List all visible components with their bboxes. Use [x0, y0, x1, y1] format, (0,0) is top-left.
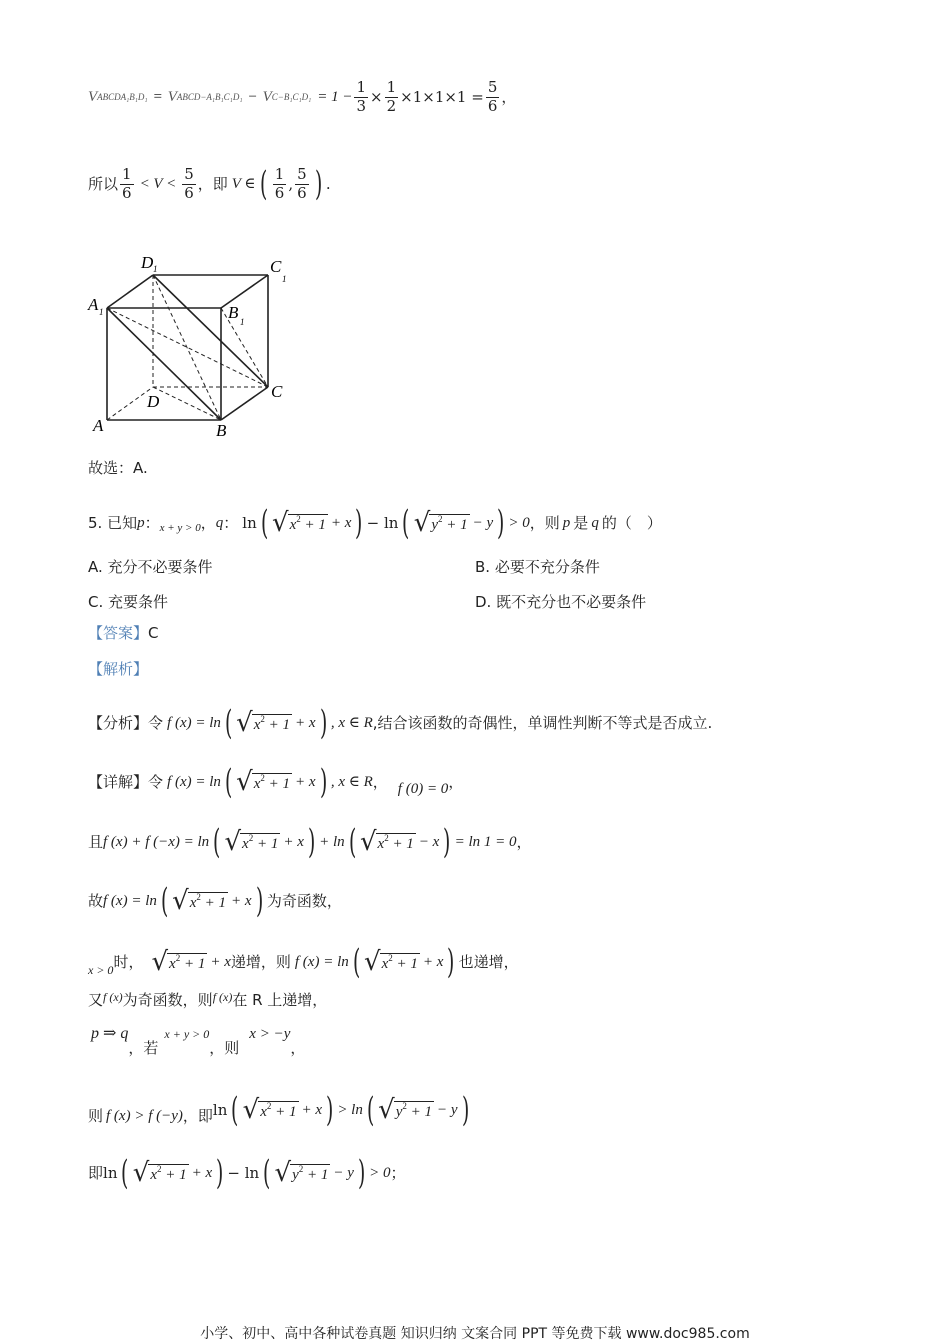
- radical: √: [236, 708, 253, 738]
- sqrt-x: $x^2 + 1$: [260, 1100, 297, 1120]
- sqrt-x: $x^2 + 1$: [289, 513, 326, 533]
- v-symbol-b: V: [167, 88, 177, 105]
- minus-sign: −: [247, 88, 258, 105]
- also-fx: f (x): [103, 989, 123, 1004]
- sqrt-y: $y^2 + 1$: [395, 1100, 432, 1120]
- detail-text-2: , x ∈ R: [330, 773, 373, 790]
- then-expr: [212, 1090, 473, 1130]
- inc-text-2: 递增，则: [230, 952, 291, 971]
- ln: ln: [103, 1163, 118, 1182]
- period: .: [325, 174, 331, 193]
- plus-x: + x: [295, 714, 316, 731]
- plus-x: + x: [301, 1101, 323, 1118]
- frac-num: 1: [386, 78, 397, 96]
- paren: (: [224, 703, 233, 743]
- impl-4: ，: [290, 1038, 306, 1057]
- plus-x: + x: [210, 953, 231, 970]
- paren: ): [216, 1153, 224, 1193]
- detail-text-3: ，: [372, 772, 388, 791]
- plus-x: + x: [283, 833, 304, 850]
- sqrt-x: $x^2 + 1$: [242, 832, 279, 852]
- inc-text-1: 时，: [113, 952, 144, 971]
- radical: √: [236, 767, 253, 797]
- label-d: D: [147, 392, 160, 411]
- also-2: 为奇函数，则: [122, 991, 213, 1009]
- range-line: [88, 164, 331, 205]
- comma-sep: ,: [288, 174, 294, 193]
- radical: √: [274, 1158, 292, 1188]
- paren: (: [366, 1090, 375, 1130]
- impl-res: x > −y: [249, 1025, 291, 1042]
- frac-num: 5: [487, 78, 498, 96]
- range-prefix: 所以: [88, 174, 119, 193]
- option-c[interactable]: C. 充要条件: [88, 593, 169, 611]
- also-1: 又: [88, 991, 104, 1009]
- edge-a1d1: [107, 275, 153, 308]
- answer-value: C: [148, 624, 159, 642]
- label-c1-sub: 1: [282, 274, 287, 284]
- suffix-3: 的（ ）: [601, 513, 662, 532]
- fraction-1-2: [385, 80, 399, 115]
- frac-num: 1: [274, 165, 285, 183]
- suffix-p: p: [562, 514, 571, 531]
- frac-den: 6: [487, 96, 498, 115]
- label-a1: A: [88, 295, 99, 314]
- paren: ): [357, 1153, 366, 1193]
- v-subscript-main: ABCDA₁B₁D₁: [97, 91, 148, 102]
- v-symbol-c: V: [262, 88, 272, 105]
- volume-equation: [88, 80, 516, 115]
- paren: (: [213, 822, 221, 862]
- sqrt-y: $y^2 + 1$: [292, 1163, 329, 1183]
- fx-eq: f (x) = ln: [167, 773, 221, 790]
- sqrt-x: $x^2 + 1$: [253, 772, 291, 792]
- paren: (: [231, 1090, 239, 1130]
- label-a1-sub: 1: [99, 307, 104, 317]
- frac-num: 5: [297, 165, 307, 183]
- plus-x: + x: [191, 1164, 213, 1181]
- fraction-a: [120, 167, 134, 202]
- paren: ): [497, 503, 505, 543]
- option-b[interactable]: B. 必要不充分条件: [475, 558, 600, 576]
- paren: ): [307, 822, 316, 862]
- v-subscript-b: ABCD−A₁B₁C₁D₁: [176, 91, 243, 102]
- plus-x: + x: [295, 773, 316, 790]
- paren: ): [319, 762, 327, 802]
- fraction-c: [273, 167, 287, 202]
- label-b1-sub: 1: [240, 317, 245, 327]
- implication: p ⇒ q: [91, 1025, 129, 1042]
- label-a: A: [93, 416, 104, 435]
- and-line: [88, 822, 532, 862]
- radical: √: [413, 508, 431, 538]
- paren: ): [461, 1090, 469, 1130]
- detail-text-4: ，: [448, 772, 464, 791]
- so-semicolon: ；: [390, 1163, 406, 1182]
- and-prefix: 且: [88, 832, 104, 851]
- then-ineq: f (x) > f (−y): [106, 1107, 183, 1124]
- analysis-tag: 【解析】: [88, 660, 149, 678]
- odd-expr: f (x) = ln: [103, 892, 157, 909]
- radical: √: [224, 827, 242, 857]
- diag-d1b-hidden: [153, 275, 221, 420]
- label-c: C: [271, 382, 283, 401]
- paren: (: [224, 762, 233, 802]
- diag-db-hidden: [153, 387, 221, 420]
- right-paren: ): [314, 164, 322, 205]
- radical: √: [132, 1158, 150, 1188]
- fraction-1-3: [354, 80, 368, 115]
- frac-num: 1: [122, 165, 132, 183]
- radical: √: [242, 1095, 260, 1125]
- odd-line: [88, 881, 342, 921]
- plus-x: + x: [231, 892, 252, 909]
- times-sign: ×: [370, 87, 383, 106]
- fraction-5-6: [486, 80, 500, 115]
- so-1: 即: [88, 1163, 104, 1182]
- impl-cond: x + y > 0: [164, 1027, 210, 1041]
- sqrt-x: $x^2 + 1$: [377, 832, 414, 852]
- paren: (: [121, 1153, 129, 1193]
- then-2: ，即: [182, 1106, 213, 1125]
- paren: ): [326, 1090, 334, 1130]
- suffix-2: 是: [573, 513, 589, 532]
- analysis-text-2: , x ∈ R: [330, 714, 373, 731]
- comma: ，: [501, 87, 517, 106]
- and-comma: ，: [516, 832, 532, 851]
- inc-cond: x > 0: [88, 963, 114, 977]
- answer-line: 故选：A.: [88, 459, 148, 477]
- frac-num: 5: [184, 165, 194, 183]
- left-paren: (: [259, 164, 267, 205]
- frac-den: 2: [386, 96, 397, 115]
- label-d1-sub: 1: [153, 264, 158, 274]
- and-expr: f (x) + f (−x) = ln: [103, 833, 210, 850]
- radical: √: [364, 947, 381, 977]
- sqrt-x: $x^2 + 1$: [381, 952, 418, 972]
- analysis-head: 【分析】: [88, 713, 149, 732]
- eq-sign: =: [152, 88, 163, 105]
- frac-den: 6: [297, 183, 307, 202]
- sqrt-x: $x^2 + 1$: [169, 952, 206, 972]
- and-end: = ln 1 = 0: [454, 833, 517, 850]
- sqrt-x: $x^2 + 1$: [150, 1163, 187, 1183]
- minus-y: − y: [472, 514, 494, 531]
- question-5: [88, 503, 662, 543]
- footer-link[interactable]: 小学、初中、高中各种试卷真题 知识归纳 文案合同 PPT 等免费下载 www.doc985.com: [200, 1326, 750, 1342]
- var-q: q: [215, 514, 224, 531]
- detail-line: [88, 762, 464, 802]
- volume-tail: = 1 −: [317, 88, 353, 105]
- impl-2: ，若: [128, 1038, 159, 1057]
- paren: ): [319, 703, 327, 743]
- odd-prefix: 故: [88, 891, 104, 910]
- also-fx-2: f (x): [212, 989, 233, 1004]
- colon: ：: [144, 513, 160, 532]
- answer-tag: 【答案】: [88, 624, 149, 642]
- paren: ): [443, 822, 451, 862]
- frac-num: 1: [356, 78, 367, 96]
- so-end: > 0: [369, 1164, 391, 1181]
- v-subscript-c: C−B₁C₁D₁: [271, 91, 312, 102]
- radical: √: [151, 947, 169, 977]
- paren: (: [160, 881, 169, 921]
- sep: ，: [200, 513, 216, 532]
- analysis-line: [88, 703, 713, 743]
- radical: √: [172, 886, 189, 916]
- question-number: 5. 已知: [88, 513, 138, 532]
- var-p: p: [137, 514, 145, 531]
- minus-y: − y: [437, 1101, 458, 1118]
- volume-product: ×1×1×1 =: [400, 87, 484, 106]
- increasing-line: [88, 942, 519, 982]
- gt: > ln: [337, 1101, 363, 1118]
- radical: √: [378, 1095, 395, 1125]
- analysis-text-3: ,结合该函数的奇偶性，单调性判断不等式是否成立.: [372, 713, 713, 732]
- minus-x: − x: [418, 833, 440, 850]
- detail-f0: f (0) = 0: [397, 780, 449, 797]
- minus-ln: − ln: [227, 1163, 260, 1182]
- p-condition: x + y > 0: [159, 521, 201, 534]
- option-a[interactable]: A. 充分不必要条件: [88, 558, 213, 576]
- also-3: 在 R 上递增，: [232, 991, 328, 1009]
- q-minus: − ln: [366, 513, 399, 532]
- suffix-q: q: [591, 514, 599, 531]
- paren: (: [352, 942, 361, 982]
- sqrt-x: $x^2 + 1$: [189, 891, 227, 911]
- cube-figure: [85, 250, 300, 445]
- edge-bc: [221, 387, 268, 420]
- inc-text-3: 也递增，: [458, 952, 519, 971]
- colon: ：: [223, 513, 239, 532]
- plus-x: + x: [422, 953, 444, 970]
- also-line: [88, 989, 328, 1009]
- and-mid: + ln: [319, 833, 345, 850]
- radical: √: [359, 827, 377, 857]
- answer-block: [88, 626, 159, 641]
- frac-den: 3: [356, 96, 367, 115]
- detail-text-1: 令: [148, 772, 164, 791]
- paren: ): [447, 942, 455, 982]
- analysis-text-1: 令: [148, 713, 164, 732]
- v-symbol: V: [88, 88, 98, 105]
- odd-suffix: 为奇函数，: [266, 891, 342, 910]
- detail-head: 【详解】: [88, 772, 149, 791]
- fx-eq: f (x) = ln: [167, 714, 221, 731]
- fraction-d: [295, 167, 309, 202]
- q-ln-1: ln: [242, 513, 257, 532]
- then-line: [88, 1090, 473, 1133]
- range-then: ，即: [197, 174, 228, 193]
- range-mid: < V <: [139, 175, 177, 192]
- label-c1: C: [270, 257, 282, 276]
- radical: √: [272, 508, 289, 538]
- option-d[interactable]: D. 既不充分也不必要条件: [475, 593, 647, 611]
- paren: ): [355, 503, 363, 543]
- q-tail: > 0: [508, 514, 530, 531]
- minus-y: − y: [333, 1164, 354, 1181]
- impl-3: ，则: [209, 1038, 240, 1057]
- implication-line: [88, 1025, 306, 1057]
- label-b1: B: [228, 303, 239, 322]
- suffix-1: ，则: [529, 513, 560, 532]
- paren: (: [263, 1153, 271, 1193]
- frac-den: 6: [122, 183, 132, 202]
- paren: ): [255, 881, 263, 921]
- label-b: B: [216, 421, 227, 440]
- so-line: [88, 1153, 406, 1193]
- frac-den: 6: [274, 183, 285, 202]
- sqrt-y: $y^2 + 1$: [431, 513, 468, 533]
- fx-eq: f (x) = ln: [294, 953, 349, 970]
- sqrt-x: $x^2 + 1$: [253, 713, 291, 733]
- paren: (: [402, 503, 410, 543]
- fraction-b: [182, 167, 196, 202]
- frac-den: 6: [184, 183, 194, 202]
- label-d1: D: [141, 253, 154, 272]
- paren: (: [348, 822, 356, 862]
- ln: ln: [212, 1100, 228, 1119]
- paren: (: [260, 503, 269, 543]
- plus-x: + x: [330, 514, 352, 531]
- interval-prefix: V ∈: [231, 175, 256, 192]
- then-1: 则: [88, 1106, 104, 1125]
